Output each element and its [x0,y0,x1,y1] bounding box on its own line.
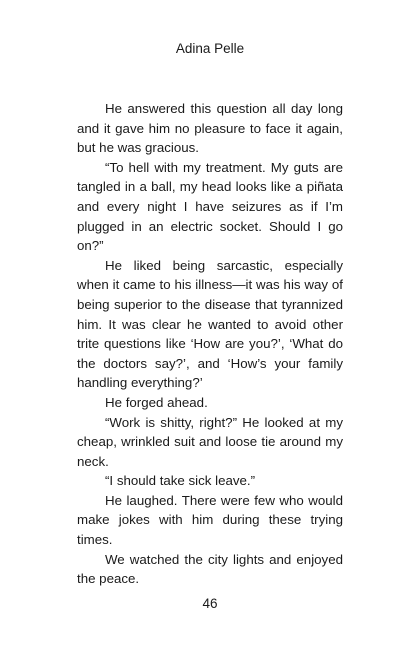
body-text [77,99,343,589]
page-number: 46 [202,596,218,611]
running-header-author: Adina Pelle [175,41,245,56]
paragraph: We watched the city lights and enjoyed the peace. [77,551,343,587]
paragraph: He laughed. There were few who would make jokes with him during these trying times. [77,492,343,548]
paragraph: “To hell with my treatment. My guts are tangled in a ball, my head looks like a piñata and every night I have seizures as if I’m plugged in an electric socket. Should I go on?” [77,159,343,254]
paragraph: “Work is shitty, right?” He looked at my cheap, wrinkled suit and loose tie around my neck. [77,414,343,469]
paragraph: He liked being sarcastic, especially when it came to his illness—it was his way of being superior to the disease that tyrannized him. It was clear he wanted to avoid other trite questions like ‘How are you?’, ‘What do the doctors say?’, and ‘How’s your family handling everything?’ [77,257,343,391]
paragraph: “I should take sick leave.” [105,473,256,489]
paragraph: He answered this question all day long and it gave him no pleasure to face it again, but he was gracious. [77,101,343,156]
paragraph: He forged ahead. [105,394,208,410]
